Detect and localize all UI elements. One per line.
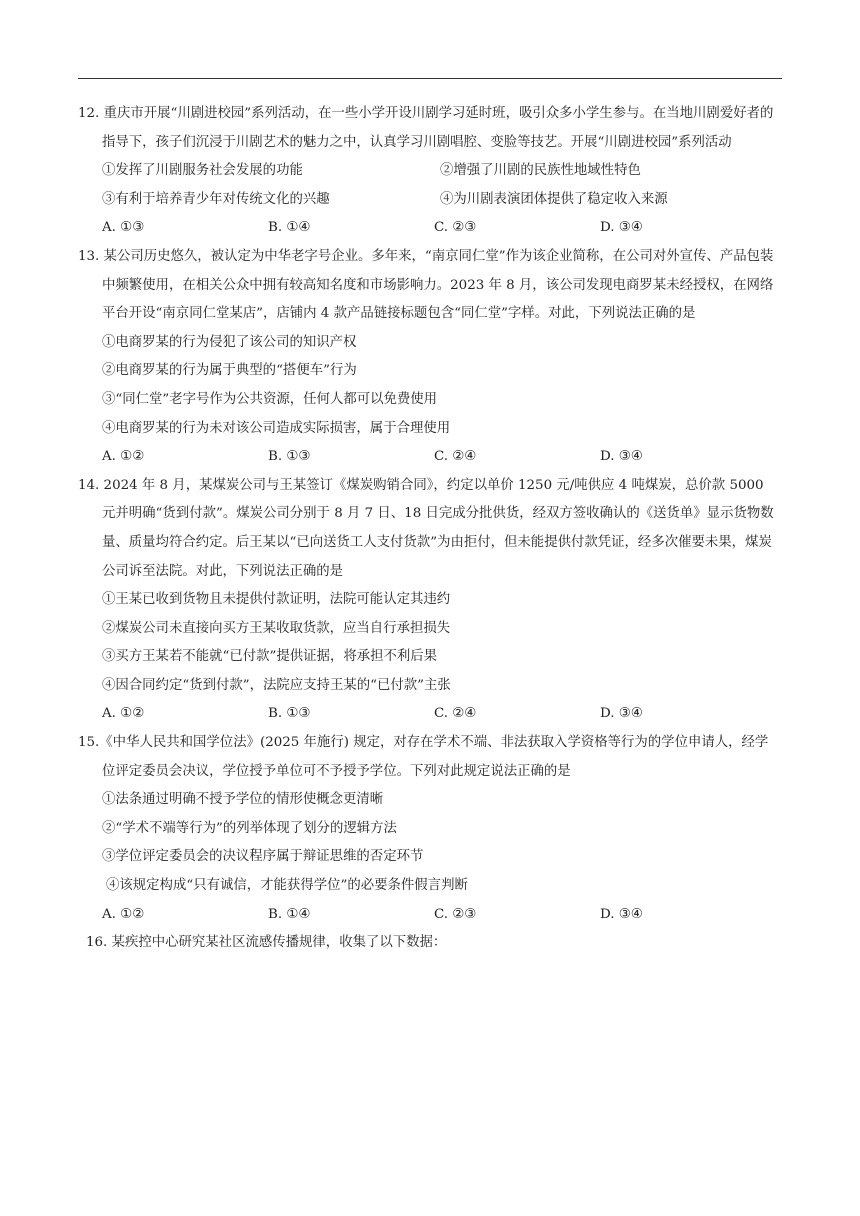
- question-stem: 15.《中华人民共和国学位法》(2025 年施行) 规定，对存在学术不端、非法获取入学资格等行为的学位申请人，经学位评定委员会决议，学位授予单位可不予授予学位。下列对此规定说法正确的是: [78, 735, 769, 779]
- choice-d: D. ③④: [600, 220, 643, 236]
- choice-a: A. ①②: [102, 906, 145, 922]
- option-1: ①电商罗某的行为侵犯了该公司的知识产权: [102, 334, 357, 350]
- option-row: [78, 186, 778, 215]
- exam-content: [78, 100, 778, 958]
- question-stem: 16. 某疾控中心研究某社区流感传播规律，收集了以下数据：: [86, 935, 447, 951]
- answer-choices: [78, 443, 778, 472]
- option-3: ③买方王某若不能就“已付款”提供证据，将承担不利后果: [102, 649, 438, 665]
- option-4: ④电商罗某的行为未对该公司造成实际损害，属于合理使用: [102, 420, 451, 436]
- option-2: ②电商罗某的行为属于典型的“搭便车”行为: [102, 363, 357, 379]
- choice-d: D. ③④: [600, 449, 643, 465]
- option-2: ②煤炭公司未直接向买方王某收取货款，应当自行承担损失: [102, 620, 451, 636]
- choice-a: A. ①②: [102, 706, 145, 722]
- option-3: ③“同仁堂”老字号作为公共资源，任何人都可以免费使用: [102, 391, 438, 407]
- question-stem: 12. 重庆市开展“川剧进校园”系列活动，在一些小学开设川剧学习延时班，吸引众多小学生参与。在当地川剧爱好者的指导下，孩子们沉浸于川剧艺术的魅力之中，认真学习川剧唱腔、变脸等技艺。开展“川剧进校园”系列活动: [78, 106, 774, 150]
- answer-choices: [78, 700, 778, 729]
- choice-b: B. ①③: [268, 706, 311, 722]
- option-1: ①法条通过明确不授予学位的情形使概念更清晰: [102, 792, 384, 808]
- choice-a: A. ①②: [102, 449, 145, 465]
- option-4: ④为川剧表演团体提供了稳定收入来源: [440, 191, 668, 207]
- choice-a: A. ①③: [102, 220, 145, 236]
- question-14: [78, 472, 778, 729]
- question-16: [78, 929, 778, 958]
- answer-choices: [78, 901, 778, 930]
- option-1: ①发挥了川剧服务社会发展的功能: [102, 163, 303, 179]
- choice-b: B. ①③: [268, 449, 311, 465]
- option-4: ④该规定构成“只有诚信，才能获得学位”的必要条件假言判断: [106, 878, 468, 894]
- option-4: ④因合同约定“货到付款”，法院应支持王某的“已付款”主张: [102, 677, 451, 693]
- choice-c: C. ②③: [434, 220, 477, 236]
- option-2: ②“学术不端等行为”的列举体现了划分的逻辑方法: [102, 820, 397, 836]
- choice-b: B. ①④: [268, 906, 311, 922]
- choice-d: D. ③④: [600, 906, 643, 922]
- option-1: ①王某已收到货物且未提供付款证明，法院可能认定其违约: [102, 592, 451, 608]
- choice-d: D. ③④: [600, 706, 643, 722]
- question-stem: 13. 某公司历史悠久，被认定为中华老字号企业。多年来，“南京同仁堂”作为该企业简称，在公司对外宣传、产品包装中频繁使用，在相关公众中拥有较高知名度和市场影响力。2023 年 8 月，该公司发现电商罗某未经授权，在网络平台开设“南京同仁堂某店”，店铺内 4 款产品链接标题包含“同仁堂”字样。对此，下列说法正确的是: [78, 248, 774, 322]
- header-rule: [78, 78, 782, 79]
- choice-c: C. ②③: [434, 906, 477, 922]
- option-3: ③学位评定委员会的决议程序属于辩证思维的否定环节: [102, 849, 424, 865]
- question-12: [78, 100, 778, 243]
- choice-b: B. ①④: [268, 220, 311, 236]
- question-stem: 14. 2024 年 8 月，某煤炭公司与王某签订《煤炭购销合同》，约定以单价 1250 元/吨供应 4 吨煤炭，总价款 5000 元并明确“货到付款”。煤炭公司分别于 8 月 7 日、18 日完成分批供货，经双方签收确认的《送货单》显示货物数量、质量均符合约定。后王某以“已向送货工人支付货款”为由拒付，但未能提供付款凭证，经多次催要未果，煤炭公司诉至法院。对此，下列说法正确的是: [78, 477, 774, 579]
- choice-c: C. ②④: [434, 706, 477, 722]
- question-13: [78, 243, 778, 472]
- question-15: [78, 729, 778, 929]
- option-2: ②增强了川剧的民族性地域性特色: [440, 163, 641, 179]
- option-3: ③有利于培养青少年对传统文化的兴趣: [102, 191, 330, 207]
- answer-choices: [78, 214, 778, 243]
- option-row: [78, 157, 778, 186]
- choice-c: C. ②④: [434, 449, 477, 465]
